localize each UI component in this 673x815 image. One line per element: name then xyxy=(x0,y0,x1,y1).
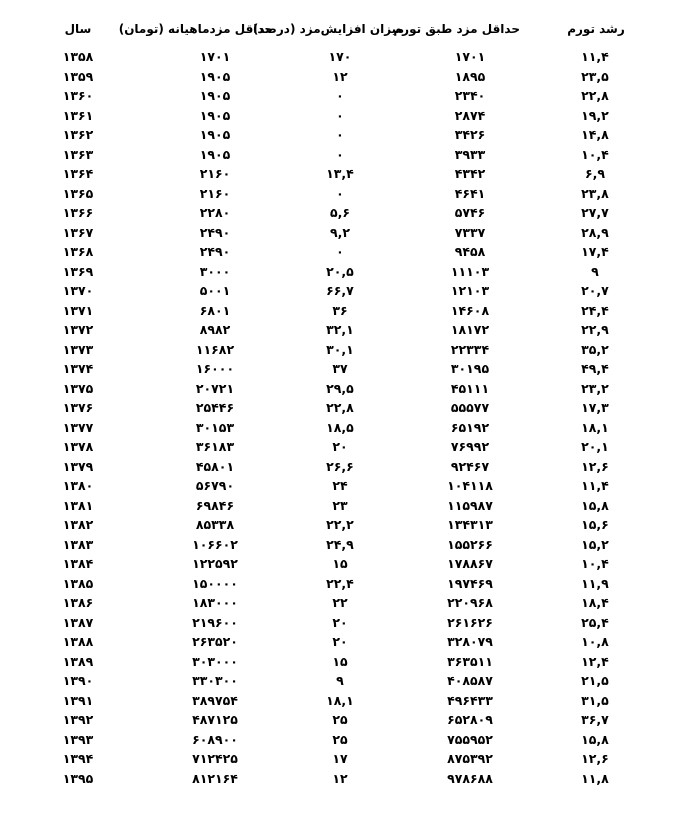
cell-year: ۱۳۷۱ xyxy=(62,302,94,318)
cell-increase: ۲۴,۹ xyxy=(326,536,354,552)
cell-increase: ۲۲ xyxy=(332,595,348,610)
cell-increase: ۲۲,۲ xyxy=(326,517,354,532)
cell-increase: ۰ xyxy=(336,244,344,259)
cell-inflation: ۱۴,۸ xyxy=(581,127,609,142)
cell-min-wage: ۲۱۶۰ xyxy=(199,166,231,181)
cell-min-wage: ۱۰۶۶۰۲ xyxy=(192,536,238,552)
cell-inflation-adjusted: ۹۲۴۶۷ xyxy=(450,458,490,474)
cell-year: ۱۳۸۷ xyxy=(62,614,94,630)
table-row xyxy=(0,710,673,730)
cell-increase: ۲۰ xyxy=(332,634,348,649)
table-row xyxy=(0,515,673,535)
cell-min-wage: ۵۶۷۹۰ xyxy=(195,478,235,493)
cell-increase: ۱۲ xyxy=(332,68,348,84)
cell-year: ۱۳۷۳ xyxy=(62,341,94,357)
cell-inflation-adjusted: ۸۷۵۳۹۲ xyxy=(447,751,493,766)
cell-inflation: ۱۰,۴ xyxy=(581,556,609,571)
cell-year: ۱۳۶۲ xyxy=(62,127,94,142)
cell-inflation-adjusted: ۵۵۵۷۷ xyxy=(450,400,490,415)
cell-min-wage: ۱۹۰۵ xyxy=(199,127,231,142)
table-row xyxy=(0,106,673,126)
cell-inflation: ۱۱,۸ xyxy=(581,770,609,786)
table-row xyxy=(0,301,673,321)
cell-year: ۱۳۷۲ xyxy=(62,322,94,337)
cell-increase: ۲۲,۸ xyxy=(326,400,354,415)
cell-year: ۱۳۵۹ xyxy=(62,68,94,84)
cell-min-wage: ۲۲۸۰ xyxy=(199,205,231,220)
table-row xyxy=(0,242,673,262)
cell-inflation: ۲۳,۲ xyxy=(581,380,609,396)
cell-min-wage: ۱۷۰۱ xyxy=(199,49,231,64)
cell-increase: ۳۶ xyxy=(332,302,348,318)
cell-inflation: ۱۷,۳ xyxy=(581,400,609,415)
cell-inflation-adjusted: ۱۷۰۱ xyxy=(454,49,486,64)
cell-inflation: ۶,۹ xyxy=(584,166,605,181)
cell-min-wage: ۲۱۶۰ xyxy=(199,185,231,201)
cell-inflation: ۲۰,۷ xyxy=(581,283,609,298)
cell-year: ۱۳۸۱ xyxy=(62,497,94,513)
cell-min-wage: ۶۰۸۹۰۰ xyxy=(192,731,238,747)
cell-year: ۱۳۹۲ xyxy=(62,712,94,727)
cell-increase: ۵,۶ xyxy=(329,205,350,220)
cell-year: ۱۳۶۱ xyxy=(62,107,94,123)
header-year: سال xyxy=(64,22,92,36)
cell-inflation-adjusted: ۱۷۸۸۶۷ xyxy=(447,556,493,571)
cell-min-wage: ۳۰۰۰ xyxy=(199,263,231,279)
cell-increase: ۱۵ xyxy=(332,556,348,571)
table-row xyxy=(0,359,673,379)
cell-min-wage: ۵۰۰۱ xyxy=(199,283,231,298)
cell-year: ۱۳۸۵ xyxy=(62,575,94,591)
cell-min-wage: ۳۸۹۷۵۴ xyxy=(192,692,238,708)
cell-inflation: ۳۵,۲ xyxy=(581,341,609,357)
table-row xyxy=(0,47,673,67)
header-min-wage: حداقل مزدماهیانه (تومان) xyxy=(118,22,273,36)
cell-min-wage: ۶۸۰۱ xyxy=(199,302,231,318)
cell-year: ۱۳۹۵ xyxy=(62,770,94,786)
cell-increase: ۰ xyxy=(336,146,344,162)
cell-inflation: ۱۵,۶ xyxy=(581,517,609,532)
table-row xyxy=(0,320,673,340)
cell-min-wage: ۱۱۶۸۲ xyxy=(195,341,235,357)
header-inflation-adjusted: حداقل مزد طبق تورم xyxy=(393,22,520,36)
cell-increase: ۱۸,۵ xyxy=(326,419,354,435)
table-row xyxy=(0,145,673,165)
cell-inflation-adjusted: ۳۰۱۹۵ xyxy=(450,361,490,376)
cell-inflation: ۲۸,۹ xyxy=(581,224,609,240)
cell-min-wage: ۲۴۹۰ xyxy=(199,224,231,240)
cell-year: ۱۳۶۵ xyxy=(62,185,94,201)
cell-inflation-adjusted: ۴۹۶۴۳۳ xyxy=(447,692,493,708)
table-body xyxy=(0,47,673,788)
cell-inflation: ۱۱,۴ xyxy=(581,49,609,64)
cell-year: ۱۳۹۴ xyxy=(62,751,94,766)
cell-year: ۱۳۶۷ xyxy=(62,224,94,240)
cell-year: ۱۳۵۸ xyxy=(62,49,94,64)
cell-increase: ۰ xyxy=(336,88,344,103)
cell-inflation: ۲۰,۱ xyxy=(581,439,609,454)
cell-min-wage: ۸۵۳۳۸ xyxy=(195,517,235,532)
cell-inflation-adjusted: ۱۴۶۰۸ xyxy=(450,302,490,318)
cell-inflation: ۲۴,۴ xyxy=(581,302,609,318)
cell-min-wage: ۴۸۷۱۲۵ xyxy=(192,712,238,727)
cell-inflation-adjusted: ۴۰۸۵۸۷ xyxy=(447,673,493,688)
cell-inflation: ۱۰,۸ xyxy=(581,634,609,649)
header-inflation: رشد تورم xyxy=(567,22,625,36)
cell-inflation-adjusted: ۷۶۹۹۲ xyxy=(450,439,490,454)
table-row xyxy=(0,418,673,438)
cell-inflation: ۴۹,۴ xyxy=(581,361,609,376)
table-row xyxy=(0,574,673,594)
cell-min-wage: ۶۹۸۴۶ xyxy=(195,497,235,513)
cell-inflation-adjusted: ۲۶۱۶۲۶ xyxy=(447,614,493,630)
cell-increase: ۰ xyxy=(336,127,344,142)
cell-inflation: ۳۶,۷ xyxy=(581,712,609,727)
cell-inflation: ۱۵,۸ xyxy=(581,731,609,747)
cell-inflation-adjusted: ۶۵۲۸۰۹ xyxy=(447,712,493,727)
cell-inflation-adjusted: ۳۶۳۵۱۱ xyxy=(447,653,493,669)
cell-increase: ۱۳,۴ xyxy=(326,166,354,181)
cell-inflation: ۲۷,۷ xyxy=(581,205,609,220)
cell-inflation-adjusted: ۴۳۴۲ xyxy=(454,166,486,181)
cell-min-wage: ۱۹۰۵ xyxy=(199,107,231,123)
cell-inflation: ۱۹,۲ xyxy=(581,107,609,123)
cell-min-wage: ۱۶۰۰۰ xyxy=(195,361,235,376)
cell-inflation-adjusted: ۷۵۵۹۵۲ xyxy=(447,731,493,747)
cell-inflation-adjusted: ۶۵۱۹۲ xyxy=(450,419,490,435)
cell-min-wage: ۱۹۰۵ xyxy=(199,68,231,84)
table-row xyxy=(0,398,673,418)
cell-year: ۱۳۸۰ xyxy=(62,478,94,493)
cell-inflation-adjusted: ۳۲۸۰۷۹ xyxy=(447,634,493,649)
table-row xyxy=(0,593,673,613)
table-row xyxy=(0,730,673,750)
table-row xyxy=(0,613,673,633)
cell-year: ۱۳۹۱ xyxy=(62,692,94,708)
cell-inflation-adjusted: ۹۴۵۸ xyxy=(454,244,486,259)
cell-min-wage: ۱۸۳۰۰۰ xyxy=(192,595,238,610)
cell-min-wage: ۱۲۲۵۹۲ xyxy=(192,556,238,571)
cell-increase: ۱۵ xyxy=(332,653,348,669)
cell-inflation: ۱۲,۴ xyxy=(581,653,609,669)
cell-min-wage: ۱۵۰۰۰۰ xyxy=(192,575,238,591)
cell-min-wage: ۲۱۹۶۰۰ xyxy=(192,614,238,630)
cell-inflation-adjusted: ۱۳۴۳۱۳ xyxy=(447,517,493,532)
cell-inflation-adjusted: ۵۷۴۶ xyxy=(454,205,486,220)
cell-year: ۱۳۹۳ xyxy=(62,731,94,747)
cell-increase: ۱۲ xyxy=(332,770,348,786)
cell-min-wage: ۲۴۹۰ xyxy=(199,244,231,259)
table-row xyxy=(0,125,673,145)
cell-min-wage: ۳۳۰۳۰۰ xyxy=(192,673,238,688)
cell-inflation-adjusted: ۷۳۳۷ xyxy=(454,224,486,240)
cell-increase: ۶۶,۷ xyxy=(326,283,354,298)
cell-year: ۱۳۷۵ xyxy=(62,380,94,396)
table-row xyxy=(0,554,673,574)
cell-increase: ۲۴ xyxy=(332,478,348,493)
cell-increase: ۲۵ xyxy=(332,712,348,727)
cell-year: ۱۳۶۹ xyxy=(62,263,94,279)
cell-year: ۱۳۸۳ xyxy=(62,536,94,552)
table-row xyxy=(0,203,673,223)
cell-inflation-adjusted: ۱۸۱۷۲ xyxy=(450,322,490,337)
table-row xyxy=(0,379,673,399)
cell-inflation: ۲۳,۵ xyxy=(581,68,609,84)
cell-min-wage: ۷۱۲۴۲۵ xyxy=(192,751,238,766)
cell-increase: ۹,۲ xyxy=(329,224,350,240)
table-row xyxy=(0,691,673,711)
cell-min-wage: ۲۶۳۵۲۰ xyxy=(192,634,238,649)
cell-year: ۱۳۸۹ xyxy=(62,653,94,669)
cell-min-wage: ۴۵۸۰۱ xyxy=(195,458,235,474)
cell-increase: ۲۰,۵ xyxy=(326,263,354,279)
table-row xyxy=(0,86,673,106)
cell-inflation-adjusted: ۹۷۸۶۸۸ xyxy=(447,770,493,786)
cell-min-wage: ۱۹۰۵ xyxy=(199,88,231,103)
cell-inflation: ۳۱,۵ xyxy=(581,692,609,708)
table-row xyxy=(0,281,673,301)
cell-increase: ۳۰,۱ xyxy=(326,341,354,357)
cell-year: ۱۳۶۴ xyxy=(62,166,94,181)
cell-inflation: ۲۲,۹ xyxy=(581,322,609,337)
cell-increase: ۲۲,۴ xyxy=(326,575,354,591)
table-row xyxy=(0,184,673,204)
table-header xyxy=(0,22,673,44)
cell-year: ۱۳۶۸ xyxy=(62,244,94,259)
cell-year: ۱۳۷۷ xyxy=(62,419,94,435)
cell-year: ۱۳۶۶ xyxy=(62,205,94,220)
cell-year: ۱۳۸۶ xyxy=(62,595,94,610)
cell-inflation: ۲۱,۵ xyxy=(581,673,609,688)
cell-year: ۱۳۹۰ xyxy=(62,673,94,688)
cell-year: ۱۳۶۳ xyxy=(62,146,94,162)
table-row xyxy=(0,535,673,555)
cell-year: ۱۳۶۰ xyxy=(62,88,94,103)
table-row xyxy=(0,769,673,789)
cell-year: ۱۳۸۴ xyxy=(62,556,94,571)
cell-increase: ۰ xyxy=(336,107,344,123)
cell-increase: ۹ xyxy=(336,673,344,688)
cell-inflation-adjusted: ۳۹۳۳ xyxy=(454,146,486,162)
cell-increase: ۲۳ xyxy=(332,497,348,513)
cell-inflation: ۲۲,۸ xyxy=(581,88,609,103)
cell-inflation: ۱۵,۲ xyxy=(581,536,609,552)
cell-inflation-adjusted: ۱۲۱۰۳ xyxy=(450,283,490,298)
table-row xyxy=(0,262,673,282)
cell-inflation-adjusted: ۲۲۰۹۶۸ xyxy=(447,595,493,610)
cell-increase: ۲۰ xyxy=(332,614,348,630)
table-row xyxy=(0,437,673,457)
cell-inflation: ۱۵,۸ xyxy=(581,497,609,513)
cell-inflation: ۱۸,۱ xyxy=(581,419,609,435)
cell-increase: ۱۷ xyxy=(332,751,348,766)
cell-inflation-adjusted: ۲۲۳۳۴ xyxy=(450,341,490,357)
cell-inflation: ۱۷,۴ xyxy=(581,244,609,259)
cell-inflation-adjusted: ۴۵۱۱۱ xyxy=(450,380,490,396)
cell-inflation-adjusted: ۱۰۴۱۱۸ xyxy=(447,478,493,493)
cell-year: ۱۳۷۰ xyxy=(62,283,94,298)
table-row xyxy=(0,340,673,360)
cell-inflation: ۹ xyxy=(591,263,599,279)
cell-inflation: ۲۵,۴ xyxy=(581,614,609,630)
table-row xyxy=(0,632,673,652)
cell-inflation-adjusted: ۲۳۴۰ xyxy=(454,88,486,103)
cell-year: ۱۳۷۶ xyxy=(62,400,94,415)
cell-inflation-adjusted: ۱۹۷۴۶۹ xyxy=(447,575,493,591)
cell-inflation-adjusted: ۴۶۴۱ xyxy=(454,185,486,201)
cell-inflation-adjusted: ۱۱۱۰۳ xyxy=(450,263,490,279)
cell-increase: ۳۷ xyxy=(332,361,348,376)
table-row xyxy=(0,496,673,516)
cell-min-wage: ۲۵۴۴۶ xyxy=(195,400,235,415)
table-row xyxy=(0,223,673,243)
cell-increase: ۰ xyxy=(336,185,344,201)
header-increase: میزان افزایش‌مزد (درصد) xyxy=(252,22,404,36)
cell-inflation-adjusted: ۲۸۷۴ xyxy=(454,107,486,123)
cell-min-wage: ۲۰۷۲۱ xyxy=(195,380,235,396)
cell-inflation: ۱۸,۴ xyxy=(581,595,609,610)
cell-min-wage: ۱۹۰۵ xyxy=(199,146,231,162)
table-row xyxy=(0,457,673,477)
cell-increase: ۲۹,۵ xyxy=(326,380,354,396)
cell-increase: ۲۶,۶ xyxy=(326,458,354,474)
cell-inflation-adjusted: ۱۵۵۲۶۶ xyxy=(447,536,493,552)
cell-inflation: ۱۰,۴ xyxy=(581,146,609,162)
cell-year: ۱۳۷۹ xyxy=(62,458,94,474)
cell-year: ۱۳۷۸ xyxy=(62,439,94,454)
cell-min-wage: ۳۶۱۸۳ xyxy=(195,439,235,454)
cell-increase: ۱۸,۱ xyxy=(326,692,354,708)
cell-year: ۱۳۸۸ xyxy=(62,634,94,649)
table-row xyxy=(0,671,673,691)
cell-increase: ۲۰ xyxy=(332,439,348,454)
table-row xyxy=(0,749,673,769)
cell-inflation-adjusted: ۱۸۹۵ xyxy=(454,68,486,84)
table-row xyxy=(0,476,673,496)
table-row xyxy=(0,164,673,184)
cell-year: ۱۳۸۲ xyxy=(62,517,94,532)
cell-inflation-adjusted: ۱۱۵۹۸۷ xyxy=(447,497,493,513)
cell-increase: ۲۵ xyxy=(332,731,348,747)
cell-inflation: ۱۲,۶ xyxy=(581,751,609,766)
cell-increase: ۳۲,۱ xyxy=(326,322,354,337)
cell-min-wage: ۸۱۲۱۶۴ xyxy=(192,770,238,786)
table-row xyxy=(0,652,673,672)
cell-inflation: ۱۲,۶ xyxy=(581,458,609,474)
cell-inflation: ۱۱,۴ xyxy=(581,478,609,493)
cell-inflation: ۱۱,۹ xyxy=(581,575,609,591)
cell-inflation-adjusted: ۳۴۲۶ xyxy=(454,127,486,142)
cell-increase: ۱۷۰ xyxy=(328,49,352,64)
cell-min-wage: ۳۰۱۵۳ xyxy=(195,419,235,435)
cell-inflation: ۲۳,۸ xyxy=(581,185,609,201)
cell-min-wage: ۳۰۳۰۰۰ xyxy=(192,653,238,669)
table-row xyxy=(0,67,673,87)
cell-year: ۱۳۷۴ xyxy=(62,361,94,376)
cell-min-wage: ۸۹۸۲ xyxy=(199,322,231,337)
